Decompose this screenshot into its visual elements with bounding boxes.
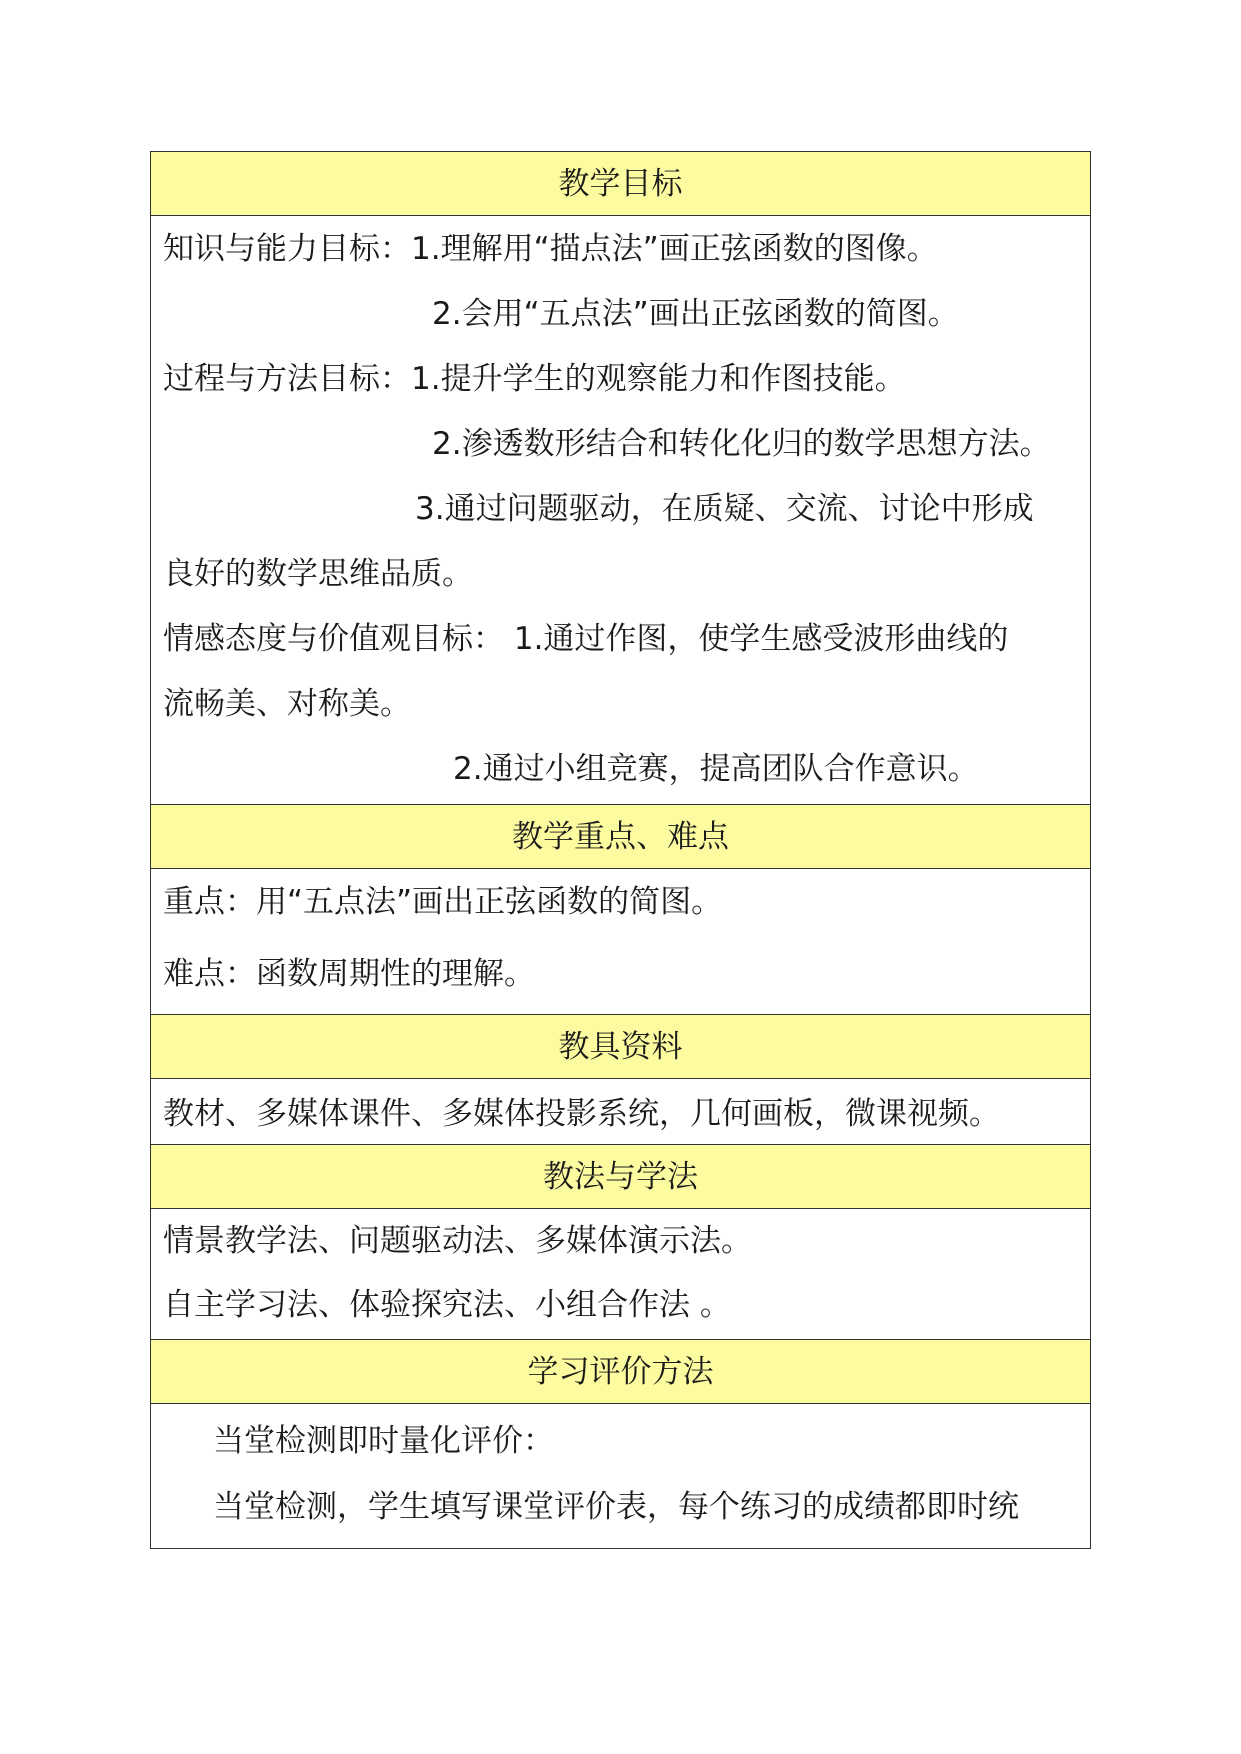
knowledge-goal-line-1: 知识与能力目标：1.理解用“描点法”画正弦函数的图像。 <box>163 231 938 267</box>
objectives-header: 教学目标 <box>151 152 1090 216</box>
objectives-section <box>151 216 1090 805</box>
evaluation-line-1: 当堂检测即时量化评价： <box>213 1423 554 1459</box>
process-goal-line-3: 3.通过问题驱动，在质疑、交流、讨论中形成 <box>415 491 1034 527</box>
tools-line: 教材、多媒体课件、多媒体投影系统，几何画板，微课视频。 <box>163 1096 1000 1132</box>
key-point-line: 重点：用“五点法”画出正弦函数的简图。 <box>163 884 723 920</box>
keypoints-section <box>151 869 1090 1015</box>
difficult-point-line: 难点：函数周期性的理解。 <box>163 956 535 992</box>
evaluation-section <box>151 1404 1090 1548</box>
process-goal-line-3-cont: 良好的数学思维品质。 <box>163 556 473 592</box>
keypoints-header: 教学重点、难点 <box>151 805 1090 869</box>
evaluation-line-2: 当堂检测，学生填写课堂评价表，每个练习的成绩都即时统 <box>213 1489 1019 1525</box>
learning-methods-line: 自主学习法、体验探究法、小组合作法 。 <box>163 1287 731 1323</box>
knowledge-goal-line-2: 2.会用“五点法”画出正弦函数的简图。 <box>432 296 959 332</box>
lesson-plan-table <box>150 151 1091 1549</box>
evaluation-header: 学习评价方法 <box>151 1340 1090 1404</box>
teaching-methods-line: 情景教学法、问题驱动法、多媒体演示法。 <box>163 1223 752 1259</box>
methods-header: 教法与学法 <box>151 1145 1090 1209</box>
emotion-goal-line-1-cont: 流畅美、对称美。 <box>163 686 411 722</box>
methods-section <box>151 1209 1090 1340</box>
emotion-goal-line-1: 情感态度与价值观目标： 1.通过作图，使学生感受波形曲线的 <box>163 621 1009 657</box>
tools-section <box>151 1079 1090 1145</box>
process-goal-line-2: 2.渗透数形结合和转化化归的数学思想方法。 <box>432 426 1051 462</box>
emotion-goal-line-2: 2.通过小组竞赛，提高团队合作意识。 <box>453 751 979 787</box>
process-goal-line-1: 过程与方法目标：1.提升学生的观察能力和作图技能。 <box>163 361 906 397</box>
tools-header: 教具资料 <box>151 1015 1090 1079</box>
